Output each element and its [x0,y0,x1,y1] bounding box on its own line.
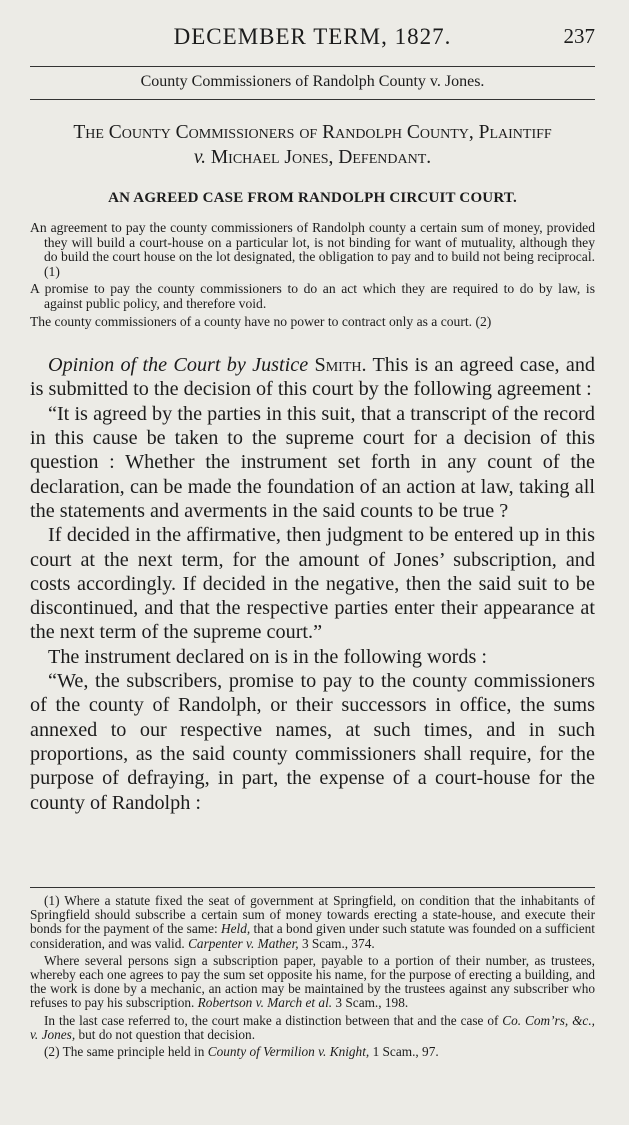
opinion-paragraph: “It is agreed by the parties in this suit, that a transcript of the record in this cause be taken to the supreme court for a decision of this question : Whether the instrument set forth in any count of the declaration, can be made the foundation of an action at law, taking all the statements and averments in the said counts to be true ? [30,402,595,522]
page-number: 237 [563,24,595,48]
case-title-line1: The County Commissioners of Randolph County, Plaintiff [73,122,552,143]
footnote-citation-ref: 3 Scam., 374. [301,935,375,951]
footnote-citation: County of Vermilion v. Knight, [207,1044,370,1060]
case-subhead: AN AGREED CASE FROM RANDOLPH CIRCUIT COURT. [108,190,517,206]
footnote-4 [30,1045,595,1059]
footnote-citation: Carpenter v. Mather, [188,935,299,951]
versus: v. [193,147,206,168]
running-head-title: DECEMBER TERM, 1827. [173,24,452,49]
headnote: An agreement to pay the county commissioners of Randolph county a certain sum of money, provided they will build a court-house on a particular lot, is not binding for want of mutuality, although they do build the court house on the lot designated, the obligation to pay and to build not being reciprocal. (1) [30,220,595,279]
headnote: The county commissioners of a county have no power to contract only as a court. (2) [30,313,492,329]
opinion-paragraph: “We, the subscribers, promise to pay to the county commissioners of the county of Randolph, or their successors in office, the sums annexed to our respective names, at such times, and in such proportions, as the said county commissioners shall require, for the purpose of defraying, in part, the expense of a court-house for the county of Randolph : [30,670,595,814]
defendant: Michael Jones, Defendant. [210,147,432,168]
opinion-intro [30,353,595,402]
header-rule [30,66,595,67]
footnote-text: but do not question that decision. [78,1026,256,1042]
opinion-intro-italic: Opinion of the Court by Justice [48,354,309,377]
opinion-paragraph: If decided in the affirmative, then judgment to be entered up in this court at the next term, for the amount of Jones’ subscription, and costs accordingly. If decided in the negative, then the said suit to be discontinued, and that the respective parties enter their appearance at the next term of the supreme court.” [30,524,595,644]
case-caption: County Commissioners of Randolph County v. Jones. [30,73,595,100]
footnote-text: In the last case referred to, the court make a distinction between that and the case of [44,1012,499,1028]
footnote-citation: Robertson v. March et al. [197,995,333,1011]
footnote-citation-ref: 1 Scam., 97. [372,1044,439,1060]
footnote-1 [30,894,595,951]
opinion-paragraph: The instrument declared on is in the following words : [48,645,487,668]
opinion [30,353,595,815]
footnote-3 [30,1014,595,1042]
case-title [30,120,595,170]
opinion-intro-text: This is an agreed case, and is submitted to the decision of this court by the following agreement : [30,354,596,401]
running-head [30,18,595,52]
footnote-text: (2) The same principle held in [44,1044,205,1060]
footnote-citation: Co. Com’rs, &c., v. Jones, [30,1012,595,1042]
footnote-text: that a bond given under such statute was founded on a sufficient consideration, and was valid. [30,921,595,951]
headnote: A promise to pay the county commissioners to do an act which they are required to do by law, is against public policy, and therefore void. [30,281,595,311]
case-title-line2 [30,145,595,170]
footnote-text: (1) Where a statute fixed the seat of government at Springfield, on condition that the inhabitants of Springfield should subscribe a certain sum of money towards erecting a state-house, and execute their bonds for the payment of the same: [30,893,595,937]
footnote-text: Where several persons sign a subscription paper, payable to a portion of their number, as trustees, whereby each one agrees to pay the sum set opposite his name, for the purpose of erecting a building, and the work is done by a mechanic, an action may be maintained by the trustees against any subscriber who refuses to pay his subscription. [30,952,595,1011]
footnote-italic: Held, [221,921,251,937]
footnote-citation-ref: 3 Scam., 198. [335,995,409,1011]
footnote-2 [30,954,595,1011]
footnotes [30,887,595,1062]
justice-name: Smith. [314,354,367,377]
headnotes [30,221,595,329]
